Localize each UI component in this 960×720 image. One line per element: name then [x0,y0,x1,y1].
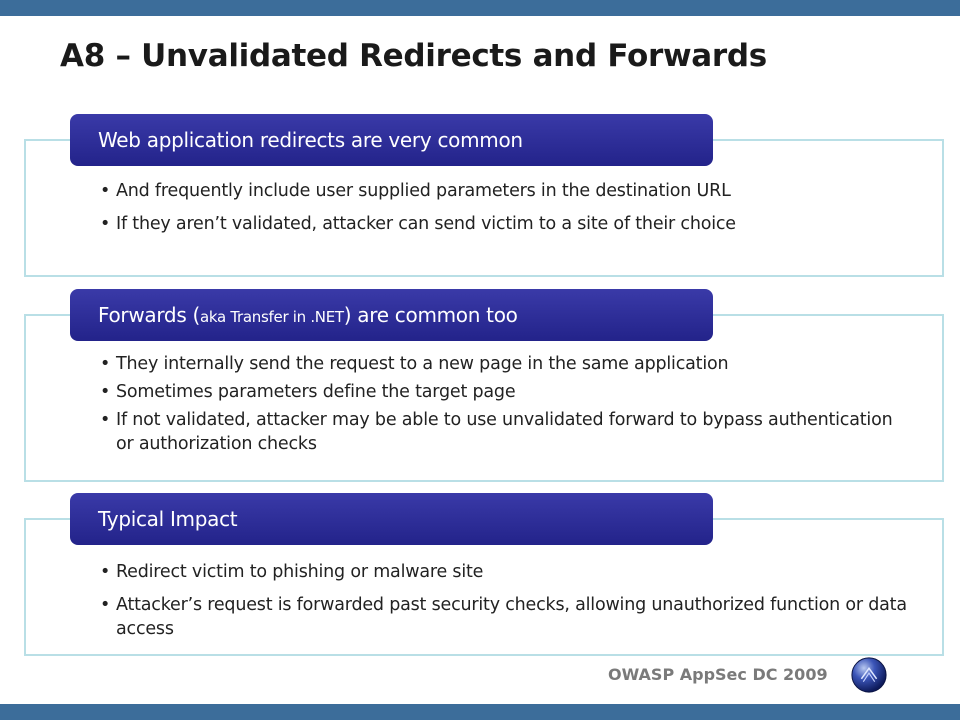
list-item: • Redirect victim to phishing or malware site [100,562,484,582]
bullet-icon: • [100,595,111,615]
footer-conference-label: OWASP AppSec DC 2009 [608,665,828,684]
list-item: • If they aren’t validated, attacker can send victim to a site of their choice [100,214,736,234]
bullet-icon: • [100,214,111,234]
owasp-globe-logo-icon [850,656,888,694]
top-bar [0,0,960,16]
list-item: • They internally send the request to a new page in the same application [100,354,729,374]
section-header-impact: Typical Impact [70,493,713,545]
bullet-icon: • [100,562,111,582]
list-item: • Attacker’s request is forwarded past security checks, allowing unauthorized function or data access [100,595,907,639]
slide-title: A8 – Unvalidated Redirects and Forwards [60,38,767,74]
list-item: • Sometimes parameters define the target page [100,382,516,402]
bullet-list [100,352,912,465]
bullet-list [100,179,912,245]
list-item: • If not validated, attacker may be able to use unvalidated forward to bypass authentication or authorization checks [100,410,893,454]
section-header-redirects: Web application redirects are very common [70,114,713,166]
bullet-list [100,560,912,650]
bottom-bar [0,704,960,720]
bullet-icon: • [100,181,111,201]
section-header-forwards: Forwards (aka Transfer in .NET) are common too [70,289,713,341]
header-aside: aka Transfer in .NET [200,308,344,326]
bullet-icon: • [100,382,111,402]
bullet-icon: • [100,410,111,430]
list-item: • And frequently include user supplied parameters in the destination URL [100,181,731,201]
bullet-icon: • [100,354,111,374]
